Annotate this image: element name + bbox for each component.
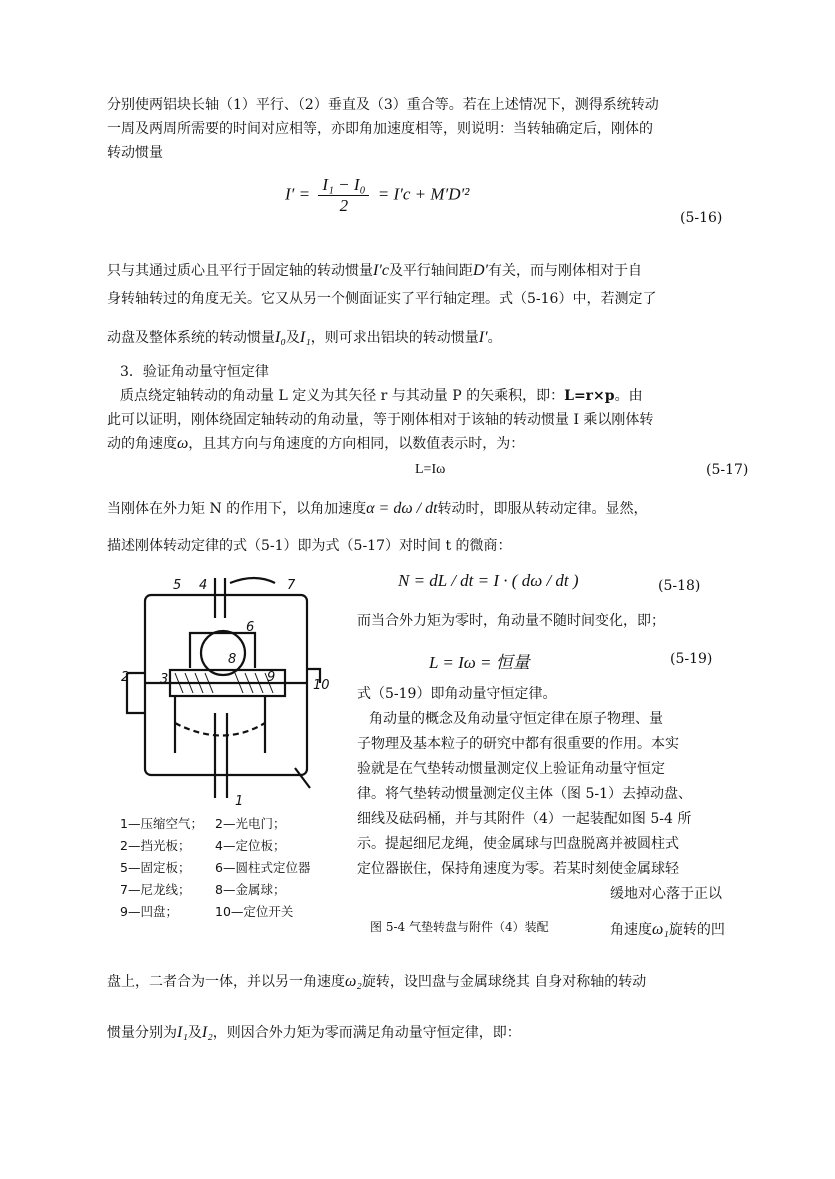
text-line: 转动惯量	[107, 145, 163, 161]
text-line: 质点绕定轴转动的角动量 L 定义为其矢径 r 与其动量 P 的矢乘积，即：L=r×p。由	[120, 388, 643, 404]
equation-5-18: N = dL / dt = I · ( dω / dt )	[398, 571, 579, 590]
figure-label: 8	[228, 652, 237, 667]
figure-label: 4	[199, 578, 208, 593]
text-line: 描述刚体转动定律的式（5-1）即为式（5-17）对时间 t 的微商：	[107, 538, 512, 554]
text-line: 当刚体在外力矩 N 的作用下，以角加速度α = dω / dt转动时，即服从转动定律。显然，	[107, 500, 648, 517]
text-line: 角速度ω₁旋转的凹	[610, 921, 725, 938]
legend-row: 2—挡光板； 4—定位板；	[120, 838, 286, 853]
equation-number: (5-18)	[658, 578, 701, 594]
text-line: 缓地对心落于正以	[610, 886, 722, 902]
text-line: 盘上，二者合为一体，并以另一角速度ω₂旋转，设凹盘与金属球绕其 自身对称轴的转动	[107, 973, 647, 990]
figure-label: 10	[313, 678, 330, 693]
equation-5-19: L = Iω = 恒量	[429, 653, 530, 672]
alpha-definition: α = dω / dt	[366, 500, 438, 517]
equation-number: (5-16)	[680, 210, 723, 226]
equation-5-17: L=Iω	[415, 462, 446, 477]
text-line: 示。提起细尼龙绳，使金属球与凹盘脱离并被圆柱式	[357, 836, 679, 852]
text-line: 角动量的概念及角动量守恒定律在原子物理、量	[369, 711, 663, 727]
figure-label: 7	[287, 578, 296, 593]
symbol: I₂	[201, 1024, 213, 1041]
symbol: ω	[177, 435, 189, 452]
eq-rhs: = I′c + M′D′²	[377, 184, 470, 204]
fraction-denominator: 2	[339, 196, 349, 215]
text-line: 子物理及基本粒子的研究中都有很重要的作用。本实	[357, 736, 679, 752]
section-title: 3．验证角动量守恒定律	[120, 364, 269, 380]
text-line: 验就是在气垫转动惯量测定仪上验证角动量守恒定	[357, 761, 665, 777]
text-line: 细线及砝码桶，并与其附件（4）一起装配如图 5-4 所	[357, 811, 692, 827]
legend-row: 9—凹盘； 10—定位开关	[120, 904, 294, 919]
text-line: 分别使两铝块长轴（1）平行、（2）垂直及（3）重合等。若在上述情况下，测得系统转动	[107, 97, 659, 113]
equation-number: (5-19)	[670, 651, 713, 667]
text-line: 身转轴转过的角度无关。它又从另一个侧面证实了平行轴定理。式（5-16）中，若测定了	[107, 291, 657, 307]
text-line: 而当合外力矩为零时，角动量不随时间变化，即；	[357, 613, 665, 629]
symbol: D′	[472, 262, 488, 279]
text-line: 定位器嵌住，保持角速度为零。若某时刻使金属球轻	[357, 861, 679, 877]
symbol: I₀	[275, 329, 286, 346]
symbol: I₁	[299, 329, 311, 346]
apparatus-diagram	[115, 573, 335, 808]
equation-number: (5-17)	[706, 462, 749, 478]
text-line: 律。将气垫转动惯量测定仪主体（图 5-1）去掉动盘、	[357, 786, 692, 802]
text-line: 只与其通过质心且平行于固定轴的转动惯量I′c及平行轴间距D′有关，而与刚体相对于自	[107, 262, 642, 279]
text-line: 惯量分别为I₁及I₂，则因合外力矩为零而满足角动量守恒定律，即：	[107, 1024, 521, 1041]
fraction	[318, 175, 369, 216]
text-line: 此可以证明，刚体绕固定轴转动的角动量，等于刚体相对于该轴的转动惯量 I 乘以刚体转	[107, 412, 654, 428]
figure-label: 6	[246, 620, 255, 635]
symbol: I₁	[177, 1024, 188, 1041]
apparatus-figure	[115, 573, 335, 808]
fraction-numerator: I₁ − I₀	[318, 175, 369, 196]
legend-row: 5—固定板； 6—圆柱式定位器	[120, 860, 311, 875]
bold-formula: L=r×p	[564, 388, 615, 404]
figure-caption: 图 5-4 气垫转盘与附件（4）装配	[370, 920, 549, 934]
symbol: ω₂	[345, 973, 362, 990]
text-line: 动盘及整体系统的转动惯量I₀及I₁，则可求出铝块的转动惯量I′。	[107, 329, 502, 346]
text-line: 动的角速度ω，且其方向与角速度的方向相同，以数值表示时，为：	[107, 435, 525, 452]
symbol: I′c	[373, 262, 389, 279]
text-line: 一周及两周所需要的时间对应相等，亦即角加速度相等，则说明：当转轴确定后，刚体的	[107, 121, 653, 137]
symbol: I′	[478, 329, 488, 346]
equation-5-16	[285, 175, 469, 216]
figure-label: 1	[235, 794, 244, 808]
legend-row: 1—压缩空气； 2—光电门；	[120, 816, 286, 831]
figure-label: 9	[267, 670, 276, 685]
legend-row: 7—尼龙线； 8—金属球；	[120, 882, 286, 897]
symbol: ω₁	[652, 921, 669, 938]
figure-label: 5	[173, 578, 182, 593]
eq-lhs: I′ =	[285, 184, 311, 204]
figure-label: 3	[160, 672, 169, 687]
text-line: 式（5-19）即角动量守恒定律。	[357, 686, 557, 702]
figure-label: 2	[121, 670, 130, 685]
